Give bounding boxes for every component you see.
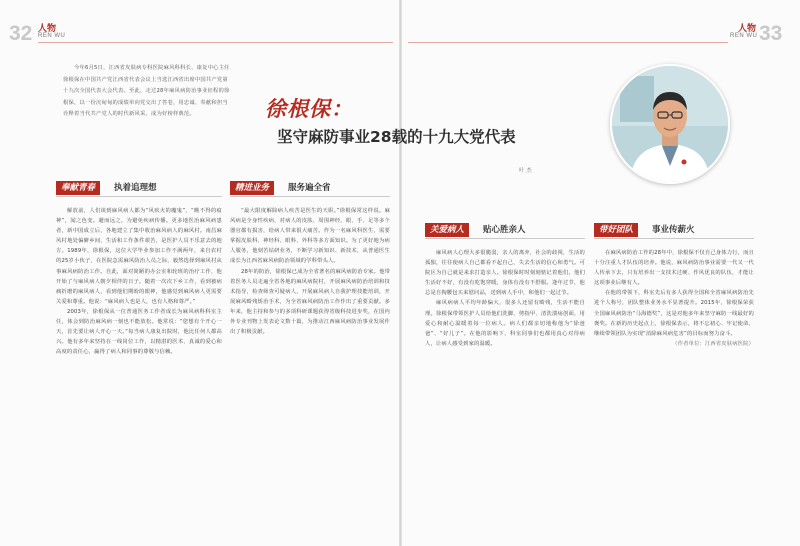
byline: 叶 杰 bbox=[519, 168, 532, 174]
section-subtitle: 服务遍全省 bbox=[288, 183, 331, 193]
section-header-expertise bbox=[230, 181, 390, 195]
column-care bbox=[425, 248, 585, 536]
left-page-number: 32 bbox=[9, 22, 33, 45]
column-expertise bbox=[230, 206, 390, 536]
section-header-team bbox=[594, 223, 754, 237]
section-rule bbox=[425, 238, 585, 239]
section-tag: 带好团队 bbox=[594, 223, 638, 237]
right-header-rule bbox=[408, 42, 728, 43]
article-title-main: 坚守麻防事业28载的十九大党代表 bbox=[277, 128, 516, 146]
column-team bbox=[594, 248, 754, 536]
portrait-illustration bbox=[612, 66, 728, 182]
section-header-dedication bbox=[56, 181, 222, 195]
left-header-rule bbox=[38, 42, 393, 43]
paragraph: 在麻风病防治工作的28年中，徐根保不仅自己身体力行，而且十分注重人才队伍的培养。他说，麻风病防治事业需要一代又一代人传承下去，只有培养出一支技术过硬、作风优良的队伍，才能让这项事业后继有人。 bbox=[594, 250, 754, 287]
paragraph: 2003年，徐根保从一位普通医务工作者成长为麻风病科科室主任，体会到防治麻风病一刻也不能放松。他常说：“您想有个开心一天，首先要让病人开心一天。”每当病人康复出院时，他比任何人都高兴。他有多年来坚持在一线岗位工作，以精湛的医术、真诚的爱心和高度的责任心，赢得了病人和同事的尊敬与信赖。 bbox=[56, 308, 222, 356]
right-section-english: REN WU bbox=[730, 33, 758, 39]
paragraph: 在他的带领下，科室先后有多人获得全国和全省麻风病防治先进个人称号，团队整体业务水平显著提升。2015年，徐根保荣获全国麻风病防治“马海德奖”，这是对他多年来坚守麻防一线最好的褒奖。在新的历史起点上，徐根保表示，将不忘初心、牢记使命，继续带领团队为实现“消除麻风病危害”的目标而努力奋斗。 bbox=[594, 290, 754, 337]
article-title-name: 徐根保： bbox=[265, 97, 353, 121]
intro-paragraph: 今年6月5日，江西省皮肤病专科医院麻风科科长、康复中心主任徐根保在中国共产党江西省代表会议上当选江西省出席中国共产党第十九次全国代表大会代表。至此，走过28年麻风病防治事业征程的徐根保，以一份沉甸甸的成绩单向党交出了答卷，用忠诚、奉献和担当诠释着当代共产党人的时代新风采，成为好榜样典范。 bbox=[63, 65, 230, 118]
section-header-care bbox=[425, 223, 585, 237]
section-rule bbox=[230, 196, 390, 197]
page-gutter bbox=[399, 0, 402, 546]
paragraph: 28年的防治，徐根保已成为全省著名的麻风病防治专家。他带着医务人员走遍全省各地的麻风病院村，开展麻风病防治培训和技术指导，检查筛查可疑病人，开展麻风病人自我护理技能培训，开展麻风畸残矫治手术，为全省麻风病防治工作作出了重要贡献。多年来，他主持和参与的多项科研课题获得省级科技进步奖，在国内外专业刊物上发表论文数十篇，为推动江西麻风病防治事业发展作出了积极贡献。 bbox=[230, 268, 390, 336]
paragraph: 解放前，人们谈到麻风病人都为“风疚火的魔鬼”，“瞧不得的瘟神”，闻之色变。避而远之，为避免疾病传播。更多地医治麻风病患者，新中国成立后，各地建立了集中收治麻风病人的麻风村。南昌麻风村地处偏僻乡间，生活和工作条件艰苦，是医护人员不乐意去的地方。1989年，徐根保，这位大学毕业参加工作不满两年，来自农村的25岁小伙子，在医院急需麻风防治人员之际，毅然选择到麻风村从事麻风病防治工作。自此，面对简陋的办公室和轮班的治疗工作，他开始了与麻风病人朝夕相伴的日子。随着一次次下乡工作，看到被病痛折磨的麻风病人，看到他们期盼的眼神，他感觉到麻风病人更需要关爱和尊重。他说：“麻风病人也是人，也有人格和尊严。” bbox=[56, 208, 222, 305]
left-section-label: 人物 bbox=[38, 24, 57, 34]
section-tag: 精进业务 bbox=[230, 181, 274, 195]
right-section-label: 人物 bbox=[738, 24, 757, 34]
section-rule bbox=[594, 238, 754, 239]
paragraph: 麻风病人心理大多很脆弱，亲人的离弃，社会的歧视，生活的孤独，往往使病人自己都看不起自己，失去生活的信心和勇气。可院区为自己就是来求打造亲人。徐根保时时刻刻惦记着他们，他们生活好不好，有没有吃饱穿暖，身体有没有不舒服。逢年过节，他总是自掏腰包买来慰问品，送到病人手中，和他们一起过节。 bbox=[425, 250, 585, 297]
paragraph: “最大限度解除病人疾苦是医生的天职。”徐根保常这样说。麻风病是全身性疾病，对病人的皮肤、周围神经、眼、手、足等多个器官都有损害，给病人带来很大痛苦。作为一名麻风科医生，需要掌握皮肤科、神经科、眼科、外科等多方面知识。为了更好地为病人服务，他刻苦钻研业务，不断学习新知识、新技术，从普通医生成长为江西省麻风病防治领域的学科带头人。 bbox=[230, 208, 390, 265]
paragraph: 麻风病病人平均年龄偏大，很多人还留有畸残，生活不能自理。徐根保带领医护人员给他们洗脚、剪指甲、清洗溃疡创面，用爱心和耐心温暖着每一位病人。病人们都亲切地称他为“徐爸爸”、“好儿子”。在他的影响下，科室同事们也都用真心对待病人，让病人感受到家的温暖。 bbox=[425, 300, 585, 347]
author-affiliation: （作者单位：江西省皮肤病医院） bbox=[672, 340, 754, 347]
column-dedication bbox=[56, 206, 222, 536]
section-tag: 奉献青春 bbox=[56, 181, 100, 195]
section-subtitle: 执着追理想 bbox=[114, 183, 157, 193]
portrait-photo bbox=[610, 64, 730, 184]
section-rule bbox=[56, 196, 222, 197]
section-subtitle: 贴心胜亲人 bbox=[483, 225, 526, 235]
left-section-english: REN WU bbox=[38, 33, 66, 39]
section-subtitle: 事业传薪火 bbox=[652, 225, 695, 235]
right-page-number: 33 bbox=[759, 22, 783, 45]
section-tag: 关爱病人 bbox=[425, 223, 469, 237]
